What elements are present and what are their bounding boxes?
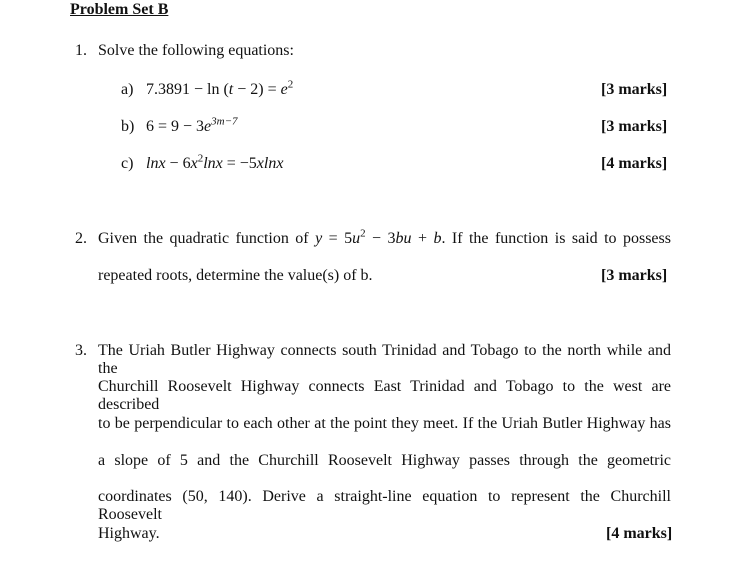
question-3-line-1: The Uriah Butler Highway connects south Trinidad and Tobago to the north while and the [98, 342, 671, 377]
question-1b-marks: [3 marks] [601, 118, 668, 135]
question-1b-equation: $6 = 9 - 3e^{3m-7}$ [146, 115, 238, 135]
question-1a-marks: [3 marks] [601, 81, 668, 98]
question-2-line-2: repeated roots, determine the value(s) of b. [98, 267, 373, 284]
question-2-marks: [3 marks] [601, 267, 668, 284]
question-3-line-3: to be perpendicular to each other at the point they meet. If the Uriah Butler Highway has [98, 415, 671, 432]
question-3-line-4: a slope of 5 and the Churchill Roosevelt Highway passes through the geometric [98, 452, 671, 469]
question-3-number: 3. [75, 342, 87, 359]
question-3-line-6: Highway. [98, 525, 160, 542]
question-2-number: 2. [75, 230, 87, 247]
question-3-marks: [4 marks] [606, 525, 673, 542]
question-1a-equation: $7.3891 - \ln (t - 2) = e^2$ [146, 78, 294, 98]
question-1c-label: c) [121, 155, 134, 172]
question-3-line-5: coordinates (50, 140). Derive a straight-line equation to represent the Churchill Roosevelt [98, 488, 671, 523]
question-1c-equation: $\ln x - 6x^2\ln x = -5xlnx$ [146, 152, 284, 172]
question-1a-label: a) [121, 81, 134, 98]
question-2-line-1: Given the quadratic function of $y = 5u^2 - 3bu + b$. If the function is said to possess [98, 227, 671, 247]
question-1-text: Solve the following equations: [98, 42, 294, 59]
question-1b-label: b) [121, 118, 135, 135]
question-1c-marks: [4 marks] [601, 155, 668, 172]
page-title: Problem Set B [70, 1, 169, 18]
question-3-line-2: Churchill Roosevelt Highway connects East Trinidad and Tobago to the west are described [98, 378, 671, 413]
question-1-number: 1. [75, 42, 87, 59]
